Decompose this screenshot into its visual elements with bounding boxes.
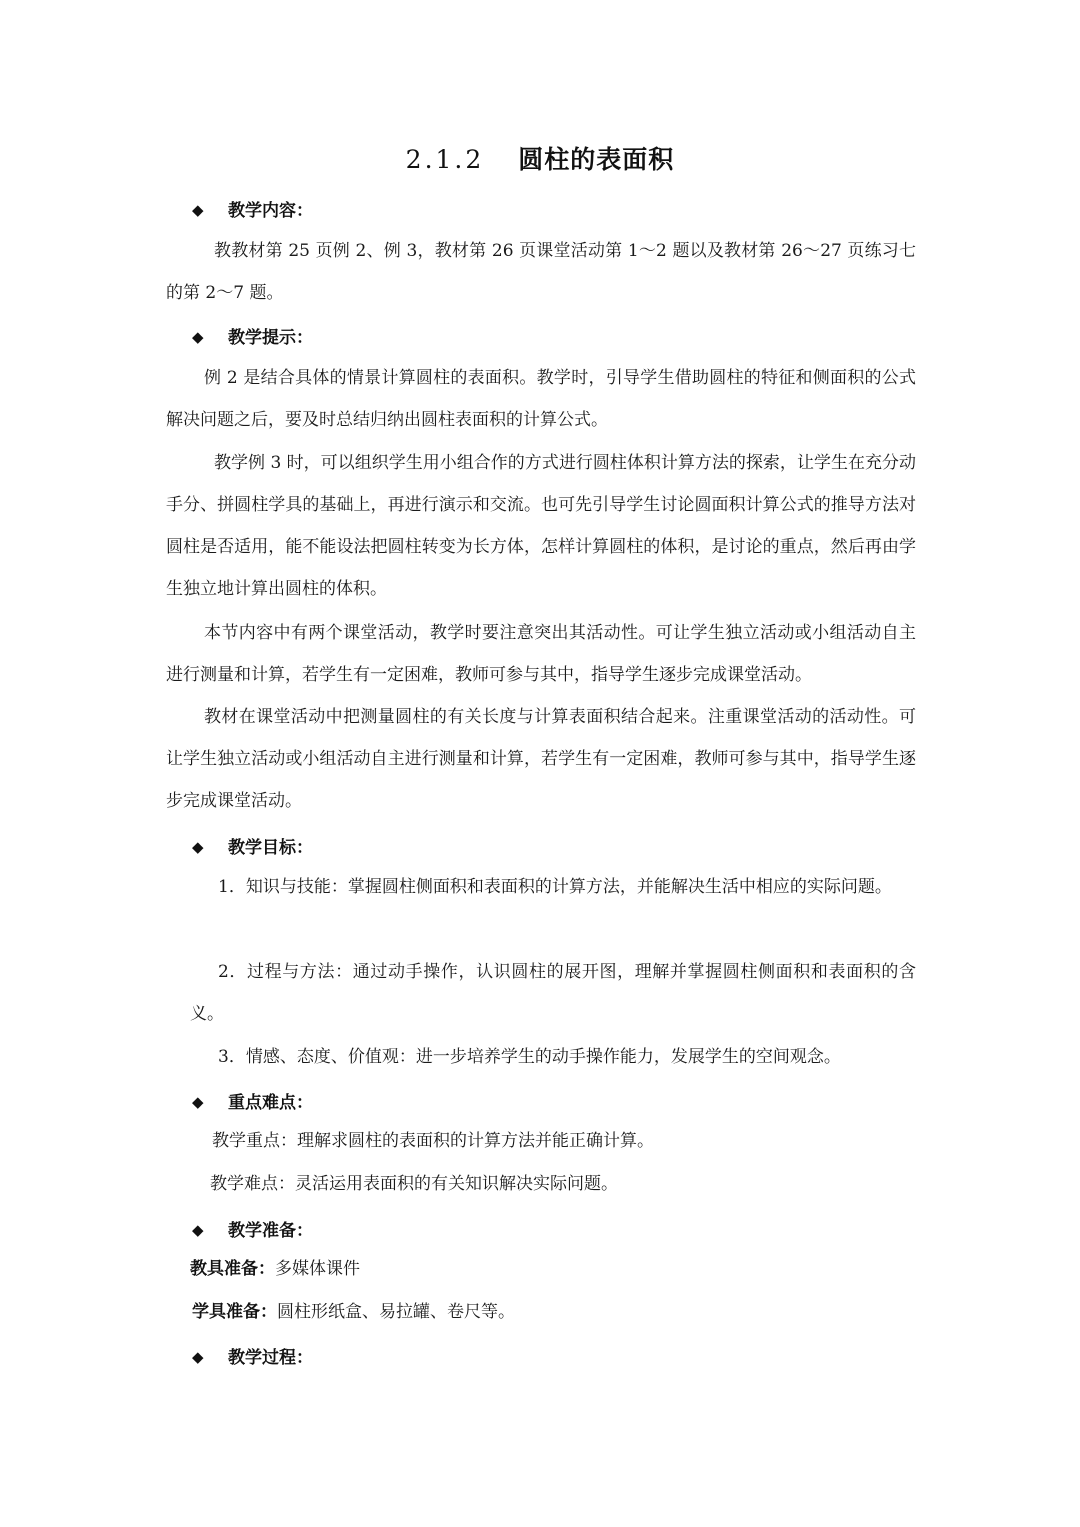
teacher-prep-label: 教具准备：: [190, 1259, 275, 1279]
student-prep-line: [192, 1291, 515, 1333]
student-prep-label: 学具准备：: [192, 1302, 277, 1322]
hints-paragraph-2: 教学例 3 时，可以组织学生用小组合作的方式进行圆柱体积计算方法的探索，让学生在充分动手分、拼圆柱学具的基础上，再进行演示和交流。也可先引导学生讨论圆面积计算公式的推导方法对圆柱是否适用，能不能设法把圆柱转变为长方体，怎样计算圆柱的体积，是讨论的重点，然后再由学生独立地计算出圆柱的体积。: [166, 453, 916, 599]
diamond-bullet-icon: ◆: [192, 328, 204, 346]
section-heading-text: 教学提示：: [228, 328, 313, 348]
goal-item-3: 3．情感、态度、价值观：进一步培养学生的动手操作能力，发展学生的空间观念。: [218, 1047, 841, 1067]
hints-paragraph-1: 例 2 是结合具体的情景计算圆柱的表面积。教学时，引导学生借助圆柱的特征和侧面积的公式解决问题之后，要及时总结归纳出圆柱表面积的计算公式。: [166, 368, 916, 430]
title-number: 2.1.2: [405, 145, 485, 174]
section-heading-text: 教学准备：: [228, 1221, 313, 1241]
section-heading-text: 教学目标：: [228, 838, 313, 858]
diamond-bullet-icon: ◆: [192, 1221, 204, 1239]
content-paragraph: 教教材第 25 页例 2、例 3，教材第 26 页课堂活动第 1～2 题以及教材第 26～27 页练习七的第 2～7 题。: [166, 241, 916, 303]
diamond-bullet-icon: ◆: [192, 1348, 204, 1366]
section-heading-process: [192, 1343, 313, 1368]
section-heading-text: 教学过程：: [228, 1348, 313, 1368]
hints-paragraph-3: 本节内容中有两个课堂活动，教学时要注意突出其活动性。可让学生独立活动或小组活动自主进行测量和计算，若学生有一定困难，教师可参与其中，指导学生逐步完成课堂活动。: [166, 623, 916, 685]
teaching-focus-line: 教学重点：理解求圆柱的表面积的计算方法并能正确计算。: [212, 1131, 654, 1151]
teacher-prep-line: [190, 1248, 360, 1290]
title-text: 圆柱的表面积: [518, 145, 675, 174]
teaching-difficulty-line: 教学难点：灵活运用表面积的有关知识解决实际问题。: [210, 1174, 618, 1194]
page-title: [0, 140, 1080, 176]
section-heading-text: 教学内容：: [228, 201, 313, 221]
section-heading-key-points: [192, 1088, 313, 1113]
student-prep-value: 圆柱形纸盒、易拉罐、卷尺等。: [277, 1302, 515, 1322]
teacher-prep-value: 多媒体课件: [275, 1259, 360, 1279]
hints-paragraph-4: 教材在课堂活动中把测量圆柱的有关长度与计算表面积结合起来。注重课堂活动的活动性。可让学生独立活动或小组活动自主进行测量和计算，若学生有一定困难，教师可参与其中，指导学生逐步完成课堂活动。: [166, 707, 916, 811]
goal-item-1: 1．知识与技能：掌握圆柱侧面积和表面积的计算方法，并能解决生活中相应的实际问题。: [218, 877, 892, 897]
diamond-bullet-icon: ◆: [192, 201, 204, 219]
goal-item-2: 2．过程与方法：通过动手操作，认识圆柱的展开图，理解并掌握圆柱侧面积和表面积的含义。: [190, 962, 916, 1024]
diamond-bullet-icon: ◆: [192, 838, 204, 856]
section-heading-content: [192, 196, 313, 221]
section-heading-preparation: [192, 1216, 313, 1241]
section-heading-hints: [192, 323, 313, 348]
section-heading-goals: [192, 833, 313, 858]
section-heading-text: 重点难点：: [228, 1093, 313, 1113]
diamond-bullet-icon: ◆: [192, 1093, 204, 1111]
